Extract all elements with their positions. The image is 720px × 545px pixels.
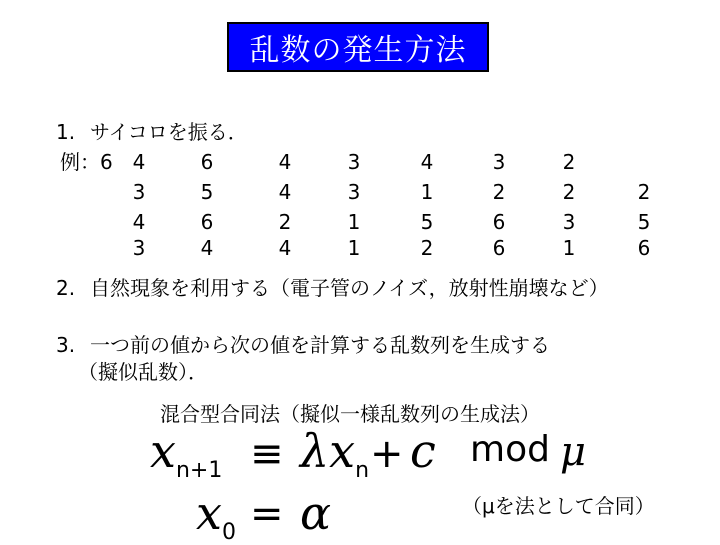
dice-value: 4	[278, 150, 292, 174]
dice-value: 1	[562, 236, 576, 260]
method-heading: 混合型合同法（擬似一様乱数列の生成法）	[160, 402, 540, 426]
dice-row	[0, 236, 720, 260]
eq1-lambda-term	[300, 424, 370, 483]
item3-number: 3.	[56, 333, 76, 357]
eq2-lhs-subscript: 0	[221, 520, 236, 545]
example-label: 例：6	[60, 150, 113, 174]
item2-text: 自然現象を利用する（電子管のノイズ，放射性崩壊など）	[90, 276, 609, 300]
dice-row	[0, 150, 720, 174]
item3-text-line2: （擬似乱数）．	[78, 360, 208, 384]
dice-value: 1	[420, 180, 434, 204]
item1-number: 1.	[56, 120, 76, 144]
dice-value: 5	[420, 210, 434, 234]
eq1-lambda-subscript: n	[355, 458, 370, 483]
dice-value: 6	[200, 150, 214, 174]
dice-value: 5	[637, 210, 651, 234]
dice-value: 6	[492, 236, 506, 260]
dice-value: 4	[278, 180, 292, 204]
dice-value: 3	[132, 180, 146, 204]
dice-value: 6	[492, 210, 506, 234]
dice-value: 6	[200, 210, 214, 234]
eq2-equals-symbol: =	[250, 491, 284, 537]
title-box	[227, 22, 489, 72]
eq1-lambda-var: λx	[300, 424, 356, 478]
dice-value: 3	[347, 180, 361, 204]
dice-value: 1	[347, 210, 361, 234]
eq2-rhs: α	[300, 486, 332, 540]
eq2-lhs-var: x	[196, 486, 222, 540]
eq1-lhs	[150, 424, 223, 483]
dice-value: 3	[492, 150, 506, 174]
dice-value: 3	[132, 236, 146, 260]
dice-value: 2	[420, 236, 434, 260]
dice-value: 4	[420, 150, 434, 174]
dice-value: 2	[278, 210, 292, 234]
eq1-congruent-symbol: ≡	[250, 431, 284, 477]
dice-value: 2	[637, 180, 651, 204]
item1-text: サイコロを振る．	[90, 120, 248, 144]
dice-value: 2	[562, 180, 576, 204]
eq1-lhs-var: x	[150, 424, 176, 478]
dice-row	[0, 180, 720, 204]
dice-value: 4	[132, 150, 146, 174]
eq1-plus-symbol: +	[370, 431, 404, 477]
dice-value: 4	[278, 236, 292, 260]
eq1-constant: c	[410, 424, 436, 478]
dice-value: 1	[347, 236, 361, 260]
slide-title: 乱数の発生方法	[249, 33, 467, 68]
eq1-lhs-subscript: n+1	[175, 458, 223, 483]
dice-value: 2	[492, 180, 506, 204]
item2-number: 2.	[56, 276, 76, 300]
eq1-modulus: μ	[560, 429, 586, 475]
dice-row	[0, 210, 720, 234]
item3-text-line1: 一つ前の値から次の値を計算する乱数列を生成する	[90, 333, 550, 357]
dice-value: 6	[637, 236, 651, 260]
dice-value: 4	[132, 210, 146, 234]
dice-value: 2	[562, 150, 576, 174]
eq1-mod: mod	[470, 429, 550, 470]
dice-value: 5	[200, 180, 214, 204]
dice-value: 3	[562, 210, 576, 234]
dice-value: 3	[347, 150, 361, 174]
modulus-note: （μを法として合同）	[462, 494, 655, 518]
eq2-lhs	[196, 486, 236, 545]
dice-value: 4	[200, 236, 214, 260]
